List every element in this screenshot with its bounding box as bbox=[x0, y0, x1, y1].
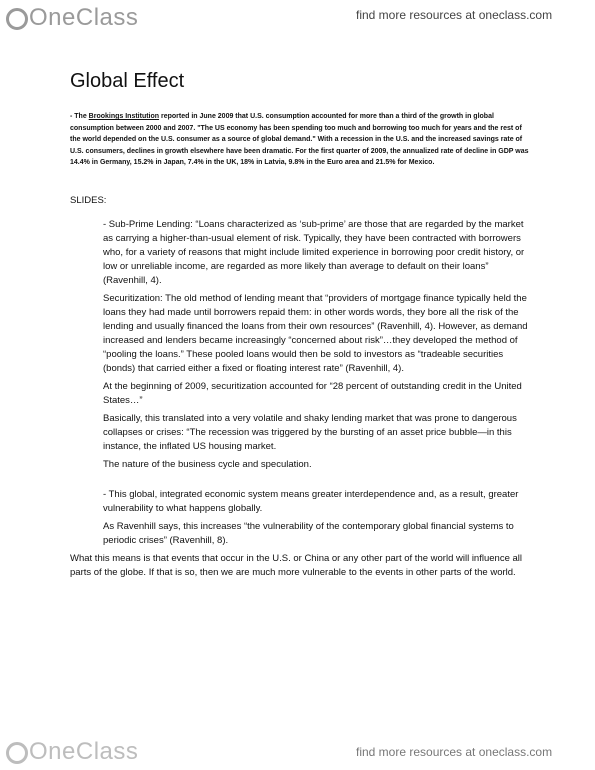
intro-prefix: - The bbox=[70, 113, 89, 120]
logo-text: OneClass bbox=[29, 738, 139, 765]
list-item bbox=[70, 292, 530, 376]
header-tagline[interactable]: find more resources at oneclass.com bbox=[356, 8, 553, 22]
intro-paragraph bbox=[70, 111, 530, 169]
list-item-text: - Sub-Prime Lending: “Loans characterized as ‘sub-prime’ are those that are regarded by the market as carrying a higher-than-usual element of risk. Typically, they have been contracted with borrowers who, for a variety of reasons that might include limited experience in borrowing poor credit history, or low or unreliable income, are regarded as more likely than average to default on their loans” (Ravenhill, 4). bbox=[103, 218, 525, 286]
list-item-text: The nature of the business cycle and speculation. bbox=[103, 458, 312, 470]
document-body bbox=[70, 70, 530, 589]
logo-text: OneClass bbox=[29, 4, 139, 31]
list-item-text: Securitization: The old method of lending meant that “providers of mortgage finance typically held the loans they had made until borrowers repaid them: in other words words, they bore all the risk of the lending and usually financed the loans from their own resources” (Ravenhill, 4). However, as demand increased and lenders became increasingly “concerned about risk”…they developed the method of “pooling the loans.” These pooled loans would then be sold to investors as “tradeable securities (bonds) that carried either a fixed or floating interest rate” (Ravenhill, 4). bbox=[103, 292, 528, 374]
intro-text: reported in June 2009 that U.S. consumption accounted for more than a third of the growth in global consumption between 2000 and 2007. "The US economy has been spending too much and borrowing too much for years and the rest of the world depended on the U.S. consumer as a source of global demand." With a recession in the U.S. and the increased savings rate of U.S. consumers, declines in growth elsewhere have been dramatic. For the first quarter of 2009, the annualized rate of decline in GDP was 14.4% in Germany, 15.2% in Japan, 7.4% in the UK, 18% in Latvia, 9.8% in the Euro area and 21.5% for Mexico. bbox=[70, 113, 529, 166]
list-item bbox=[70, 218, 530, 288]
list-item bbox=[70, 520, 530, 548]
oneclass-logo[interactable] bbox=[6, 4, 138, 32]
brookings-link[interactable]: Brookings Institution bbox=[88, 113, 160, 120]
list-item-text: As Ravenhill says, this increases “the vulnerability of the contemporary global financial systems to periodic crises” (Ravenhill, 8). bbox=[103, 520, 514, 546]
logo-ring-icon bbox=[6, 8, 28, 30]
oneclass-logo-footer[interactable] bbox=[6, 738, 138, 766]
list-item bbox=[70, 380, 530, 408]
list-item bbox=[70, 488, 530, 516]
spacer bbox=[70, 476, 530, 488]
slides-label: SLIDES: bbox=[70, 194, 107, 206]
list-item bbox=[70, 412, 530, 454]
closing-paragraph: What this means is that events that occur in the U.S. or China or any other part of the world will influence all parts of the globe. If that is so, then we are much more vulnerable to the events in other parts of the world. bbox=[70, 552, 522, 578]
list-item-text: - This global, integrated economic system means greater interdependence and, as a result, greater vulnerability to what happens globally. bbox=[103, 488, 519, 514]
logo-ring-icon bbox=[6, 742, 28, 764]
slides-list bbox=[70, 218, 530, 472]
list-item-text: At the beginning of 2009, securitization accounted for “28 percent of outstanding credit in the United States…” bbox=[103, 380, 522, 406]
page-title: Global Effect bbox=[70, 70, 185, 92]
list-item-text: Basically, this translated into a very volatile and shaky lending market that was prone to dangerous collapses or crises: “The recession was triggered by the bursting of an asset price bubble—in this instance, the inflated US housing market. bbox=[103, 412, 517, 452]
slides-list-2 bbox=[70, 488, 530, 548]
footer-tagline[interactable]: find more resources at oneclass.com bbox=[356, 745, 553, 759]
list-item bbox=[70, 458, 530, 472]
